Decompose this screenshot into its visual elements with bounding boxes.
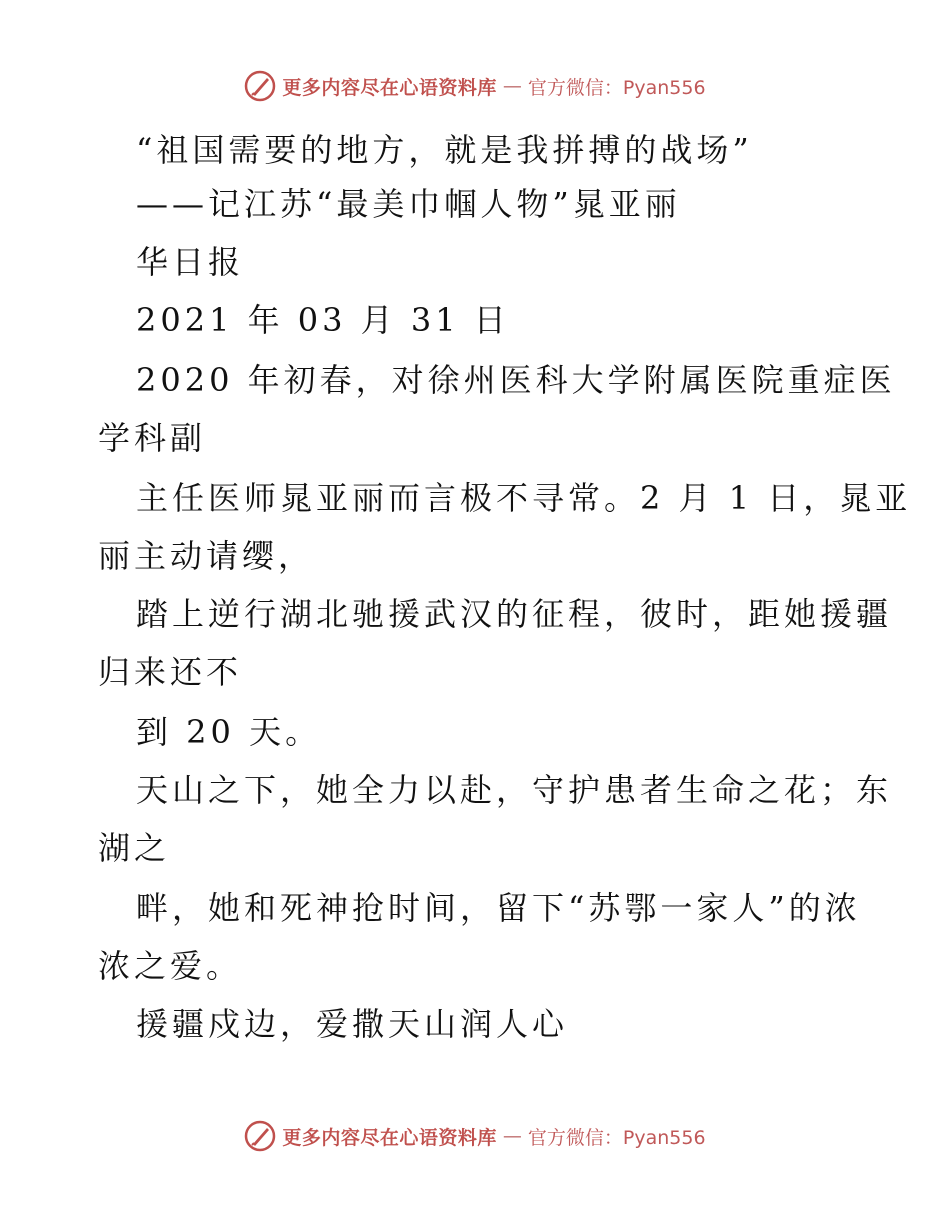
banner [244,70,705,102]
paragraph-line: 踏上逆行湖北驰援武汉的征程，彼时，距她援疆 [136,595,893,633]
article-title: “祖国需要的地方，就是我拼搏的战场” [136,131,753,169]
banner-wechat-text: 官方微信：Pyan556 [527,1126,706,1149]
paragraph-line: 归来还不 [98,653,243,691]
banner-wechat-text: 官方微信：Pyan556 [527,76,706,99]
paragraph-line: 学科副 [98,419,207,457]
paragraph-line: 主任医师晁亚丽而言极不寻常。2 月 1 日，晁亚 [136,479,912,517]
banner-main-text: 更多内容尽在心语资料库 [282,1126,497,1149]
paragraph-line: 浓之爱。 [98,947,243,985]
section-heading: 援疆戍边，爱撒天山润人心 [136,1005,569,1043]
page-header-banner [0,70,950,102]
article-subtitle: ——记江苏“最美巾帼人物”晁亚丽 [136,185,681,223]
article-date: 2021 年 03 月 31 日 [136,301,510,339]
paragraph-line: 天山之下，她全力以赴，守护患者生命之花；东 [136,771,893,809]
paragraph-line: 畔，她和死神抢时间，留下“苏鄂一家人”的浓 [136,889,861,927]
banner-dash: — [502,1125,522,1147]
paragraph-line: 湖之 [98,829,171,867]
banner-main-text: 更多内容尽在心语资料库 [282,76,497,99]
article-source: 华日报 [136,243,245,281]
paragraph-line: 丽主动请缨， [98,537,315,575]
page-footer-banner [0,1120,950,1152]
banner-dash: — [502,75,522,97]
paragraph-line: 到 20 天。 [136,713,322,751]
paragraph-line: 2020 年初春，对徐州医科大学附属医院重症医 [136,361,896,399]
quill-pen-logo-icon [244,1120,276,1152]
banner [244,1120,705,1152]
quill-pen-logo-icon [244,70,276,102]
